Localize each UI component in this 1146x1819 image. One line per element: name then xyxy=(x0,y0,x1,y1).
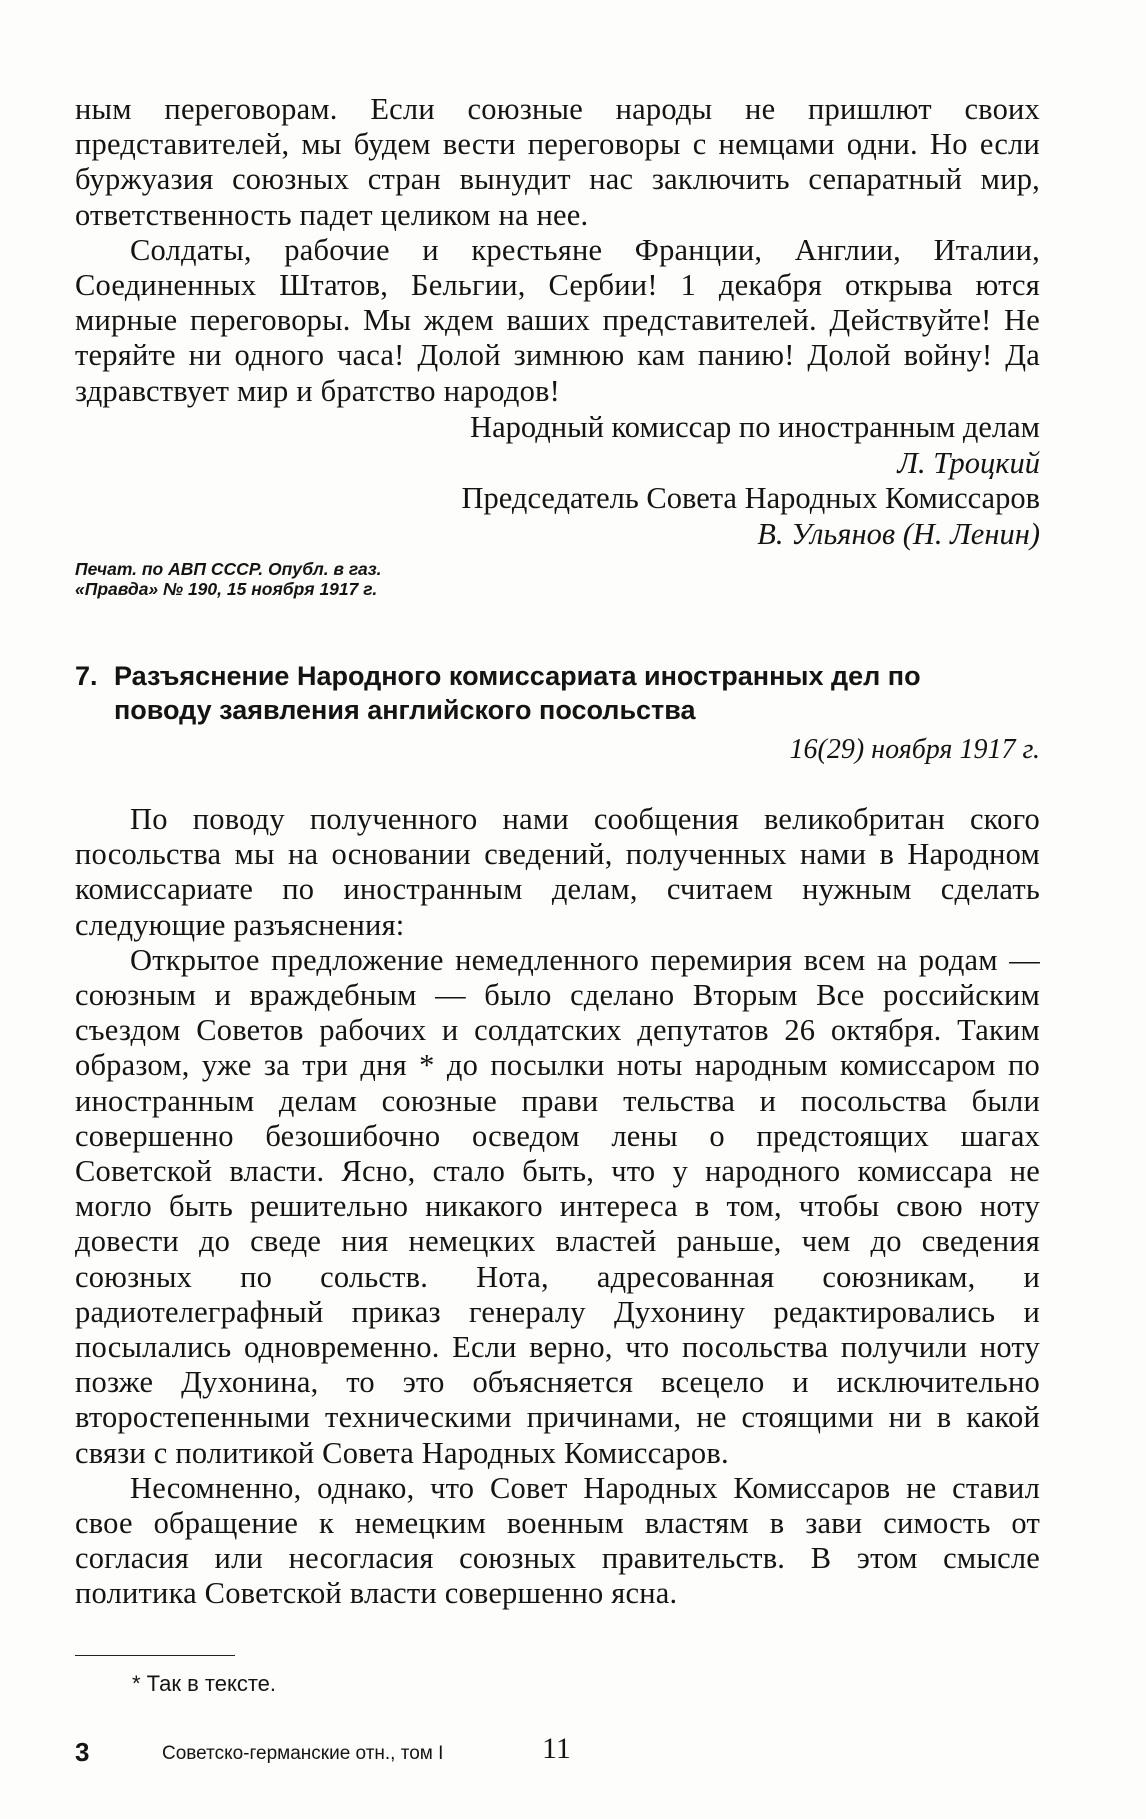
text-line: никакого интереса в том, чтобы свою ноту довести до сведе xyxy=(75,1189,1040,1259)
paragraph xyxy=(75,802,1040,943)
text-line: быть, что у народного комиссара не могло быть решительно xyxy=(75,1154,1040,1224)
page-number: 11 xyxy=(542,1732,571,1765)
footnote: * Так в тексте. xyxy=(132,1671,277,1696)
text-line: 26 октября. Таким образом, уже за три дня * до посылки ноты xyxy=(75,1013,1040,1083)
text-line: одновременно. Если верно, что посольства получили ноту xyxy=(243,1330,1040,1365)
text-line: тельства и посольства были совершенно безошибочно осведом xyxy=(75,1083,1040,1153)
running-title: Советско-германские отн., том I xyxy=(162,1743,444,1764)
text-line: Солдаты, рабочие и крестьяне Франции, Англии, Италии, xyxy=(130,232,1040,267)
lenin-title: Председатель Совета Народных Комиссаров xyxy=(461,481,1040,515)
text-line: Соединенных Штатов, Бельгии, Сербии! 1 декабря открыва xyxy=(75,268,953,303)
continuation-text xyxy=(75,92,1040,233)
text-line: ния немецких властей раньше, чем до сведения союзных по xyxy=(75,1224,1040,1294)
document-date: 16(29) ноября 1917 г. xyxy=(789,734,1040,765)
text-line: панию! Долой войну! Да здравствует мир и братство народов! xyxy=(75,338,1040,408)
document-heading xyxy=(75,659,1050,727)
text-line: в Народном комиссариате по иностранным делам, считаем xyxy=(75,837,1040,907)
document-title-line: поводу заявления английского посольства xyxy=(114,695,696,725)
source-note xyxy=(75,559,382,599)
text-line: Действуйте! Не теряйте ни одного часа! Долой зимнюю кам xyxy=(75,303,1040,373)
text-line: ского посольства мы на основании сведений, полученных нами xyxy=(75,802,1040,872)
text-line: Но если буржуазия союзных стран вынудит нас заключить xyxy=(75,127,1040,197)
text-line: ным переговорам. Если союзные народы не пришлют своих xyxy=(75,92,1040,126)
footnote-rule xyxy=(75,1655,235,1656)
text-line: симость от согласия или несогласия союзных правительств. xyxy=(75,1506,1041,1576)
text-line: По поводу полученного нами сообщения великобритан xyxy=(130,802,945,836)
document-number: 7. xyxy=(75,661,98,691)
paragraph xyxy=(75,1471,1040,1612)
text-line: В этом смысле политика Советской власти совершенно ясна. xyxy=(75,1541,1040,1611)
text-line: Открытое предложение немедленного перемирия всем на xyxy=(130,942,908,977)
text-line: сольств. Нота, адресованная союзникам, и радиотелеграфный xyxy=(75,1259,1040,1329)
text-line: российским съездом Советов рабочих и солдатских депутатов xyxy=(75,978,1040,1048)
trotsky-title: Народный комиссар по иностранным делам xyxy=(470,410,1040,444)
source-note-line: «Правда» № 190, 15 ноября 1917 г. xyxy=(75,579,378,599)
text-line: в какой связи с политикой Совета Народных Комиссаров. xyxy=(75,1400,1040,1470)
text-line: второстепенными техническими причинами, не стоящими ни xyxy=(75,1400,937,1435)
text-line: лены о предстоящих шагах Советской власти. Ясно, стало xyxy=(75,1118,1041,1189)
text-line: представителей, мы будем вести переговоры с немцами одни. xyxy=(75,127,931,162)
text-line: народным комиссаром по иностранным делам союзные прави xyxy=(75,1048,1040,1118)
lenin-name: В. Ульянов (Н. Ленин) xyxy=(757,516,1040,551)
printer-signature-mark: 3 xyxy=(75,1737,90,1767)
text-line: нужным сделать следующие разъяснения: xyxy=(75,872,1040,942)
document-body xyxy=(75,802,1040,1612)
text-line: ются мирные переговоры. Мы ждем ваших представителей. xyxy=(75,268,1040,338)
paragraph xyxy=(75,943,1040,1471)
text-line: родам — союзным и враждебным — было сделано Вторым Все xyxy=(75,942,1040,1013)
trotsky-name: Л. Троцкий xyxy=(897,445,1040,480)
text-line: позже Духонина, то это объясняется всецело и исключительно xyxy=(75,1365,1040,1400)
text-line: приказ генералу Духонину редактировались и посылались xyxy=(75,1294,1040,1365)
appeal-paragraph xyxy=(75,233,1040,409)
document-title-line: Разъяснение Народного комиссариата иностранных дел по xyxy=(114,661,921,691)
source-note-line: Печат. по АВП СССР. Опубл. в газ. xyxy=(75,559,382,579)
continuation-paragraph xyxy=(75,92,1040,409)
signature-block xyxy=(462,410,1040,552)
text-line: ставил свое обращение к немецким военным властям в зави xyxy=(75,1470,1040,1541)
text-line: Несомненно, однако, что Совет Народных Комиссаров не xyxy=(130,1470,953,1505)
text-line: сепаратный мир, ответственность падет целиком на нее. xyxy=(75,162,1040,232)
